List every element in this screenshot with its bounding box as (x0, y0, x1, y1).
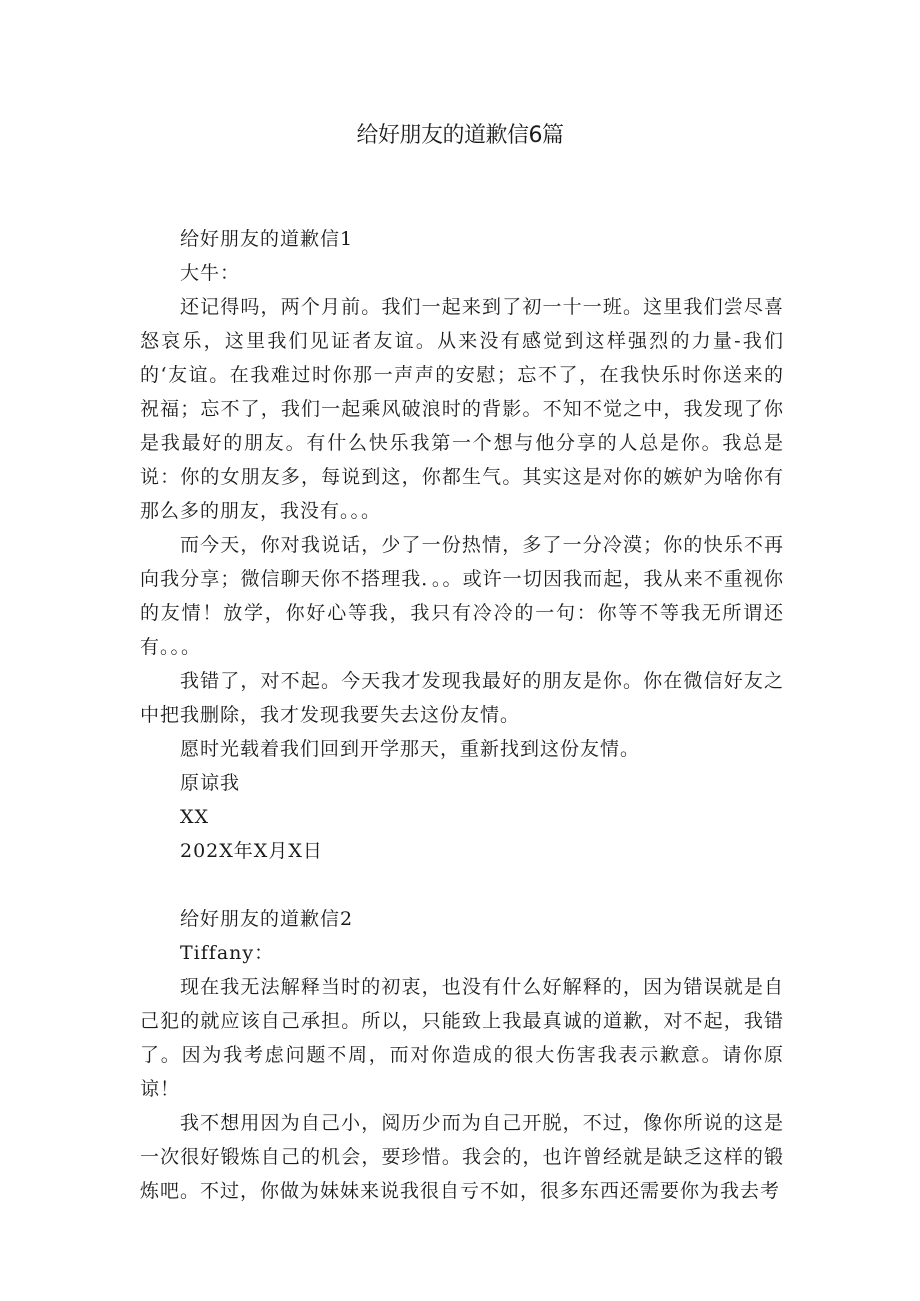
letter-1-paragraph: 我错了，对不起。今天我才发现我最好的朋友是你。你在微信好友之中把我删除，我才发现我要失去这份友情。 (140, 670, 784, 726)
letter-1-signature: XX (180, 806, 210, 828)
letter-2-heading: 给好朋友的道歉信2 (180, 908, 354, 930)
letter-1-date: 202X年X月X日 (180, 840, 323, 862)
document-title: 给好朋友的道歉信6篇 (356, 123, 564, 148)
letter-2-salutation: Tiffany： (180, 942, 275, 964)
letter-1-paragraph: 而今天，你对我说话，少了一份热情，多了一分冷漠；你的快乐不再向我分享；微信聊天你不搭理我．。。或许一切因我而起，我从来不重视你的友情！放学，你好心等我，我只有冷冷的一句：你等不等我无所谓还有。。。 (140, 534, 784, 658)
letter-1-salutation: 大牛： (180, 262, 241, 284)
letter-2-paragraph: 我不想用因为自己小，阅历少而为自己开脱，不过，像你所说的这是一次很好锻炼自己的机会，要珍惜。我会的，也许曾经就是缺乏这样的锻炼吧。不过，你做为妹妹来说我很自亏不如，很多东西还需要你为我去考 (140, 1112, 784, 1202)
letter-1-closing: 原谅我 (180, 772, 241, 794)
letter-1-paragraph: 还记得吗，两个月前。我们一起来到了初一十一班。这里我们尝尽喜怒哀乐，这里我们见证者友谊。从来没有感觉到这样强烈的力量-我们的‘友谊。在我难过时你那一声声的安慰；忘不了，在我快乐时你送来的祝福；忘不了，我们一起乘风破浪时的背影。不知不觉之中，我发现了你是我最好的朋友。有什么快乐我第一个想与他分享的人总是你。我总是说：你的女朋友多，每说到这，你都生气。其实这是对你的嫉妒为啥你有那么多的朋友，我没有。。。 (140, 296, 784, 522)
document-body (140, 222, 784, 1208)
letter-1-heading: 给好朋友的道歉信1 (180, 228, 354, 250)
letter-1-paragraph: 愿时光载着我们回到开学那天，重新找到这份友情。 (180, 738, 641, 760)
letter-2-paragraph: 现在我无法解释当时的初衷，也没有什么好解释的，因为错误就是自己犯的就应该自己承担。所以，只能致上我最真诚的道歉，对不起，我错了。因为我考虑问题不周，而对你造成的很大伤害我表示歉意。请你原谅！ (140, 976, 784, 1100)
